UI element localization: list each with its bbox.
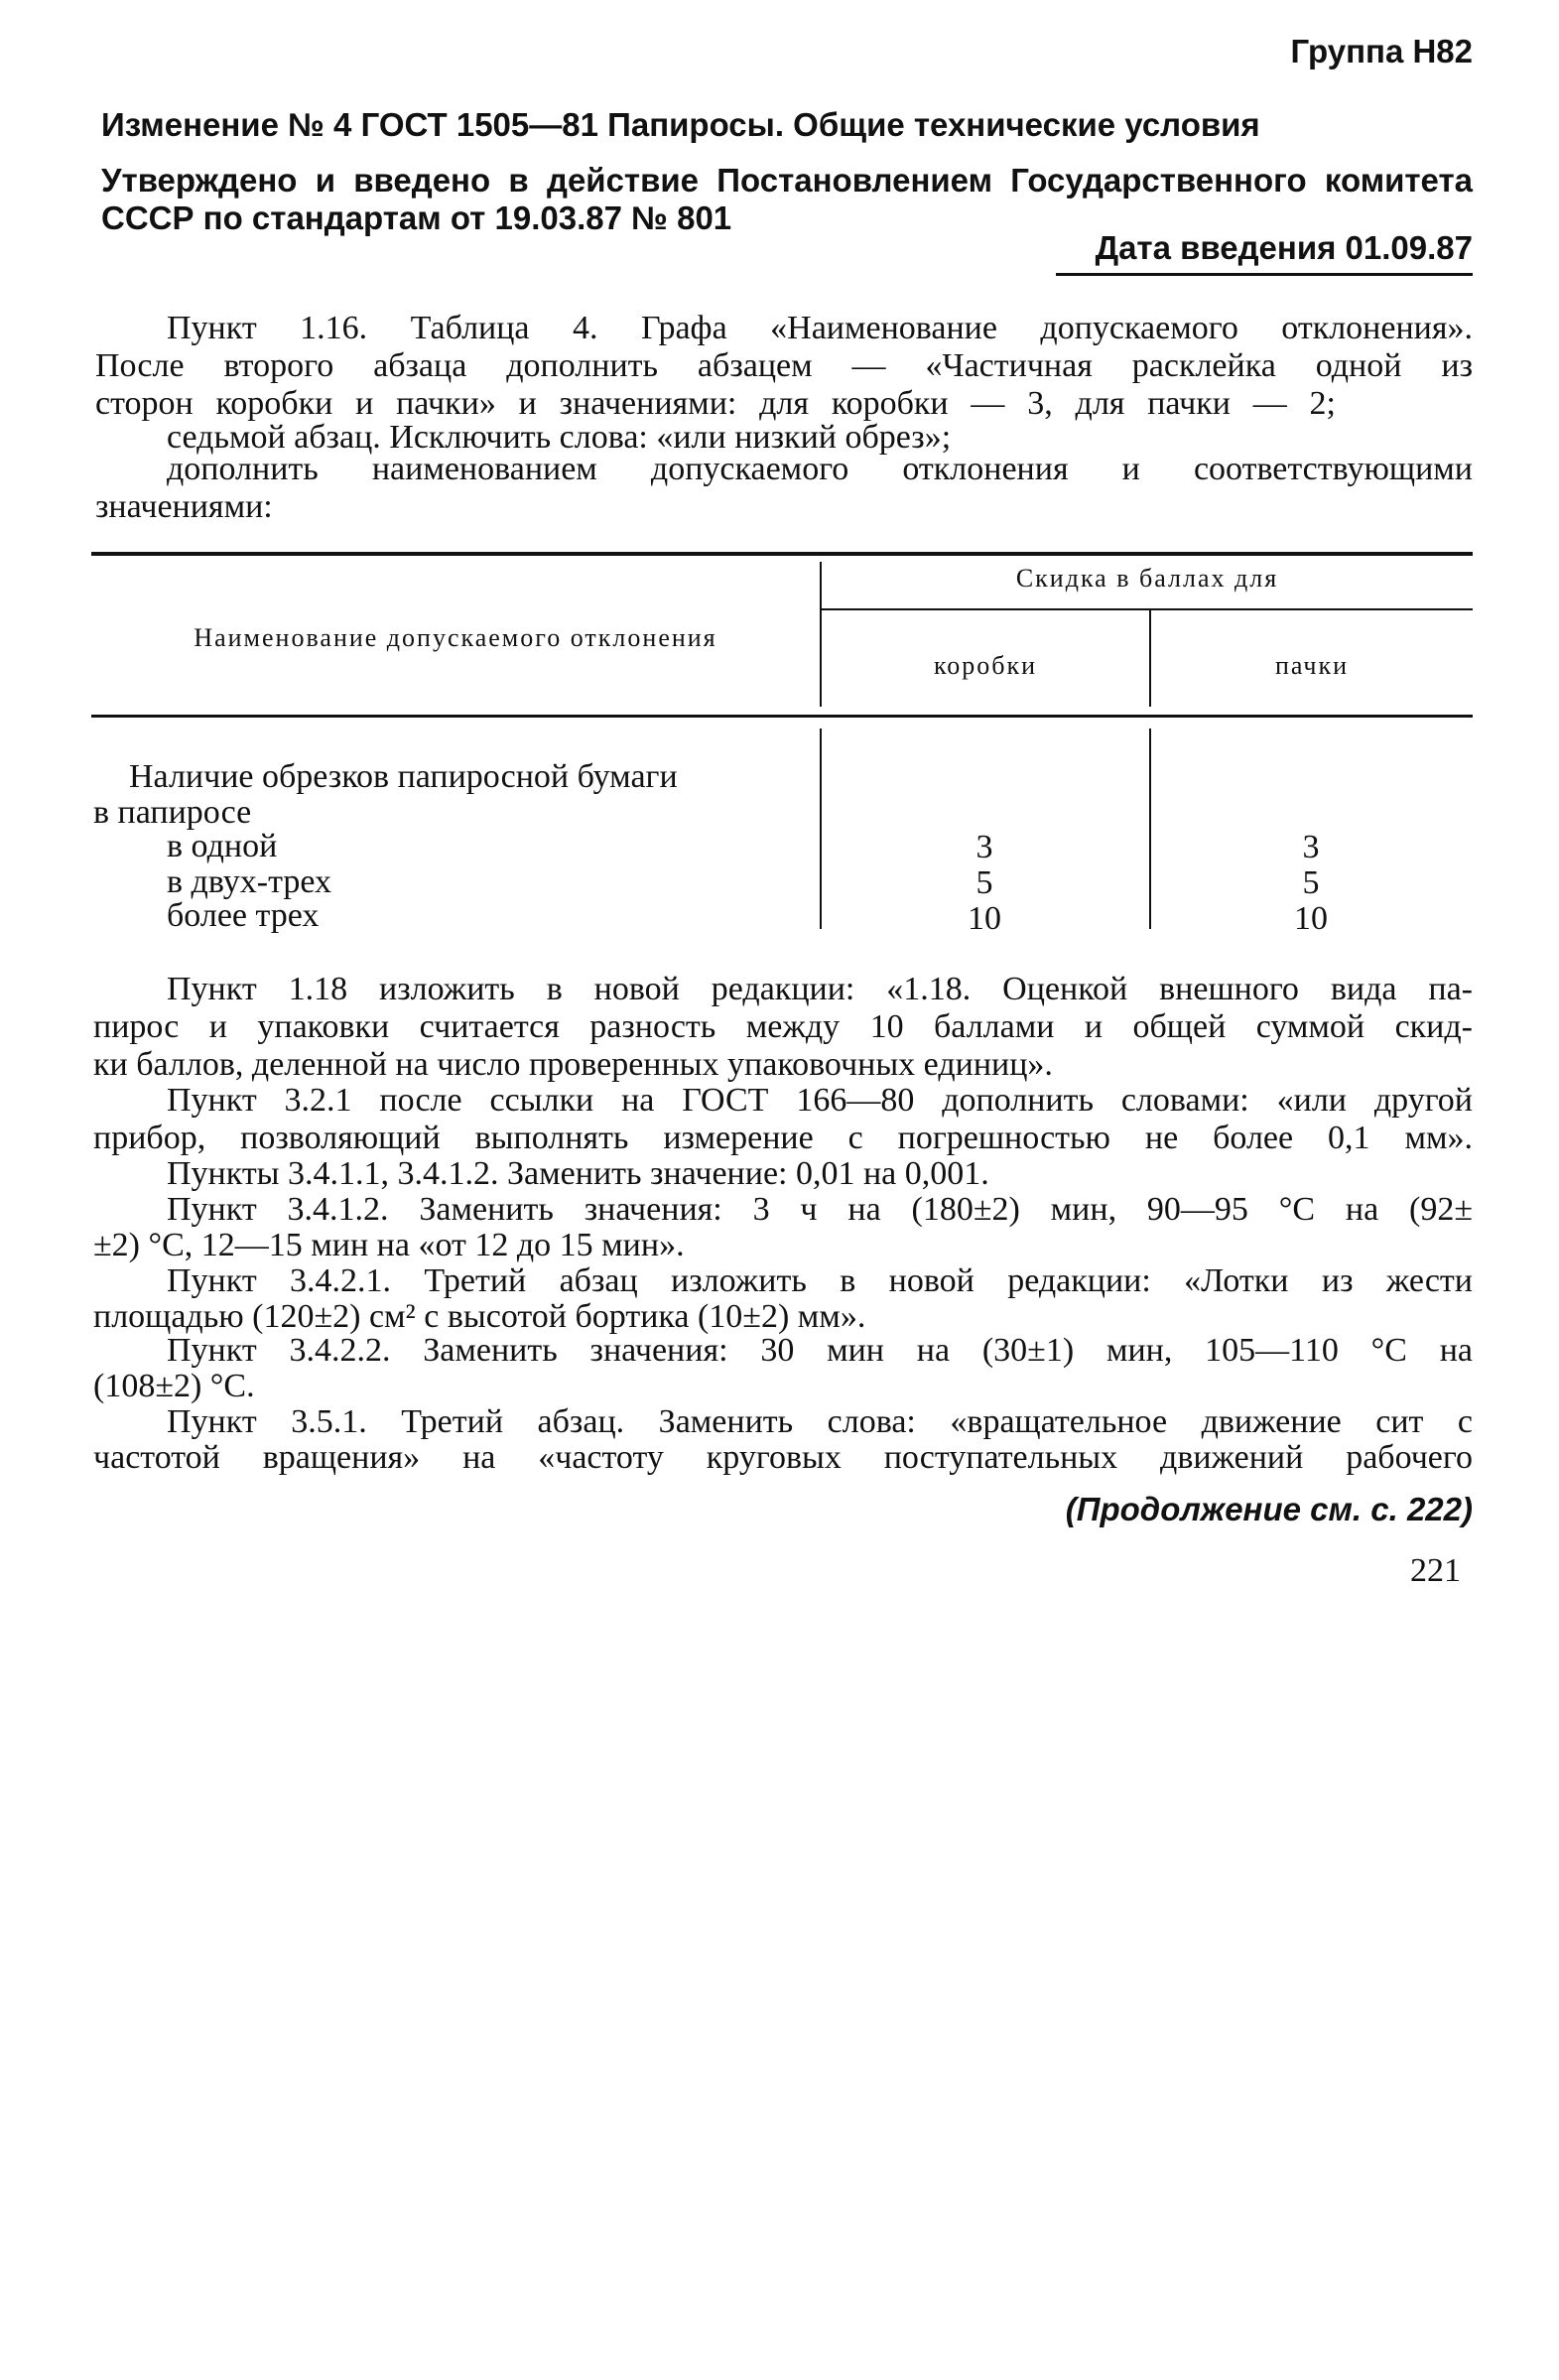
table-header-discount: Скидка в баллах для [1015,564,1279,593]
row-label: более трех [167,897,320,934]
p2-line-2: прибор, позволяющий выполнять измерение с погрешностью не более 0,1 мм». [93,1120,1473,1156]
intro-line-6: значениями: [95,488,273,525]
row-label: в двух-трех [167,863,331,900]
table-subheader-rule [822,608,1473,610]
table-header-box: коробки [933,651,1038,680]
row-pack-value: 10 [1294,900,1328,937]
p7-line-2: частотой вращения» на «частоту круговых поступательных движений рабочего [93,1439,1473,1476]
p1-line-2: пирос и упаковки считается разность между 10 баллами и общей суммой скид- [93,1008,1473,1045]
table-header-name: Наименование допускаемого отклонения [194,623,717,652]
p1-line-1: Пункт 1.18 изложить в новой редакции: «1.18. Оценкой внешного вида па- [167,971,1473,1007]
p5-line-2: площадью (120±2) см² с высотой бортика (10±2) мм». [93,1298,866,1335]
p1-line-3: ки баллов, деленной на число проверенных упаковочных единиц». [93,1046,1053,1083]
row-pack-value: 3 [1302,829,1320,865]
table-row-title-2: в папиросе [93,794,252,831]
p4-line-1: Пункт 3.4.1.2. Заменить значения: 3 ч на (180±2) мин, 90—95 °С на (92± [167,1191,1473,1228]
approval-line-1: Утверждено и введено в действие Постановлением Государственного комитета [101,162,1473,198]
intro-line-3: сторон коробки и пачки» и значениями: для коробки — 3, для пачки — 2; [95,385,1336,422]
intro-line-4: седьмой абзац. Исключить слова: «или низкий обрез»; [167,419,952,456]
row-pack-value: 5 [1302,864,1320,901]
p5-line-1: Пункт 3.4.2.1. Третий абзац изложить в новой редакции: «Лотки из жести [167,1262,1473,1299]
p6-line-2: (108±2) °С. [93,1368,255,1404]
row-box-value: 3 [975,829,993,865]
page-number: 221 [1410,1552,1461,1589]
continuation-note: (Продолжение см. с. 222) [1065,1491,1473,1527]
p7-line-1: Пункт 3.5.1. Третий абзац. Заменить слова: «вращательное движение сит с [167,1403,1473,1440]
row-box-value: 10 [968,900,1001,937]
intro-line-2: После второго абзаца дополнить абзацем — «Частичная расклейка одной из [95,347,1473,384]
p6-line-1: Пункт 3.4.2.2. Заменить значения: 30 мин на (30±1) мин, 105—110 °С на [167,1332,1473,1369]
amendment-title: Изменение № 4 ГОСТ 1505—81 Папиросы. Общие технические условия [101,106,1260,143]
table-top-rule [91,552,1473,556]
table-header-bottom-rule [91,715,1473,718]
row-box-value: 5 [975,864,993,901]
table-row-title-1: Наличие обрезков папиросной бумаги [129,758,678,795]
date-underline [1056,273,1473,276]
table-header-pack: пачки [1274,651,1350,680]
intro-line-1: Пункт 1.16. Таблица 4. Графа «Наименование допускаемого отклонения». [167,310,1473,346]
intro-line-5: дополнить наименованием допускаемого отклонения и соответствующими [167,451,1473,487]
approval-line-2: СССР по стандартам от 19.03.87 № 801 [101,199,732,236]
p4-line-2: ±2) °С, 12—15 мин на «от 12 до 15 мин». [93,1227,685,1263]
p2-line-1: Пункт 3.2.1 после ссылки на ГОСТ 166—80 дополнить словами: «или другой [167,1082,1473,1119]
group-code: Группа Н82 [1290,33,1473,69]
effective-date: Дата введения 01.09.87 [1095,229,1473,266]
p3-line-1: Пункты 3.4.1.1, 3.4.1.2. Заменить значение: 0,01 на 0,001. [167,1155,989,1192]
row-label: в одной [167,828,278,864]
